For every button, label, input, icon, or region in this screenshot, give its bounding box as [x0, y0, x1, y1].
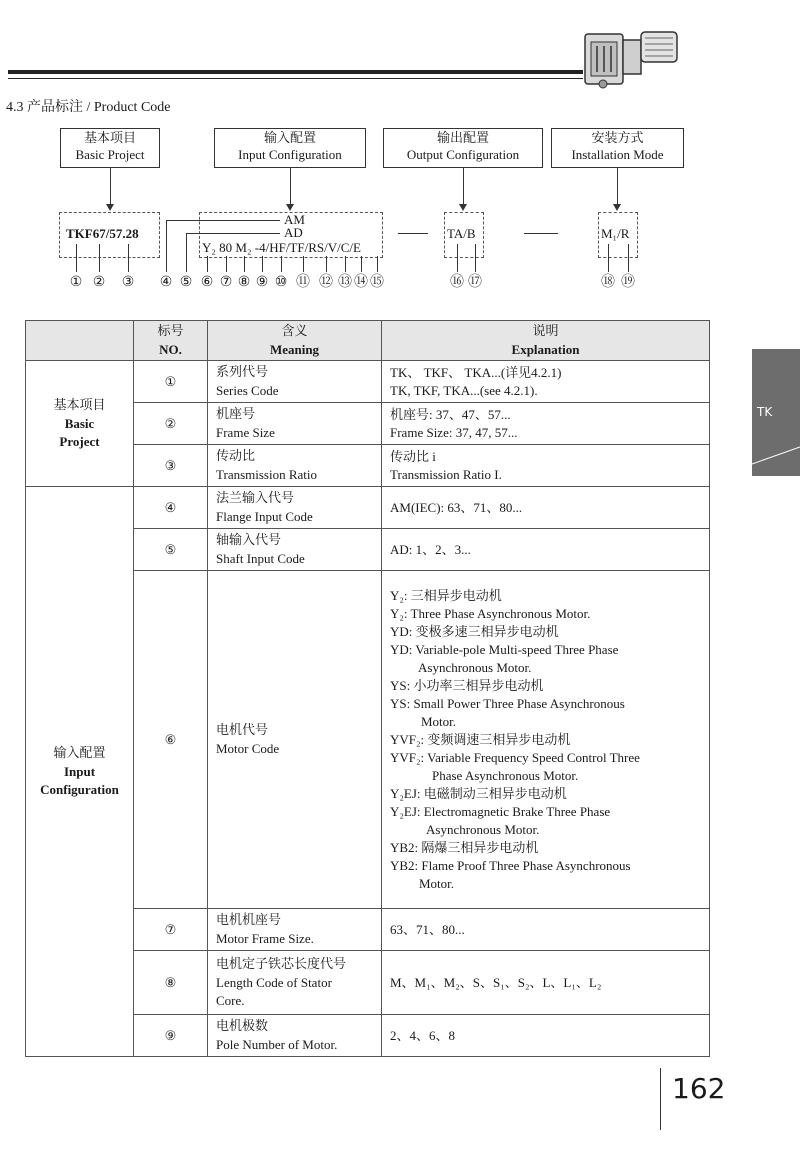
mark-5: ⑤	[179, 275, 193, 290]
output-code-text: TA/B	[447, 226, 476, 241]
row-explanation	[382, 951, 710, 1015]
output-code	[447, 226, 476, 242]
arrow-output	[459, 204, 467, 211]
box-basic-project	[60, 128, 160, 168]
row-meaning	[208, 403, 382, 445]
expl-line: Phase Asynchronous Motor.	[432, 767, 579, 783]
meaning-en: Frame Size	[216, 424, 275, 440]
tick-7	[226, 256, 227, 272]
mark-18: ⑱	[601, 275, 615, 290]
row-explanation	[382, 445, 710, 487]
mark-2: ②	[92, 275, 106, 290]
row-no: ④	[134, 487, 208, 529]
side-tab-stripe	[752, 349, 800, 476]
group-basic-project	[26, 361, 134, 487]
row-meaning	[208, 571, 382, 909]
meaning-cn: 电机定子铁芯长度代号	[216, 956, 347, 972]
expl-line: 2、4、6、8	[390, 1027, 456, 1043]
tick-1	[76, 244, 77, 272]
tick-8	[244, 256, 245, 272]
expl-line: AD: 1、2、3...	[390, 541, 471, 557]
expl-line: YS: Small Power Three Phase Asynchronous	[390, 695, 625, 711]
expl-line: 传动比 i	[390, 448, 436, 464]
meaning-en: Motor Frame Size.	[216, 930, 314, 946]
box-input-configuration-cn: 输入配置	[263, 131, 316, 146]
header-explanation	[382, 321, 710, 361]
tick-2	[99, 244, 100, 272]
mark-12: ⑫	[319, 275, 333, 290]
box-input-configuration-en: Input Configuration	[238, 147, 342, 162]
header-no-cn: 标号	[157, 323, 184, 339]
expl-line: 63、71、80...	[390, 921, 465, 937]
row-meaning	[208, 487, 382, 529]
row-explanation	[382, 909, 710, 951]
expl-line: Y₂EJ: 电磁制动三相异步电动机	[390, 785, 567, 801]
tick-15	[377, 256, 378, 272]
mark-7: ⑦	[219, 275, 233, 290]
header-rule-thick	[8, 70, 583, 74]
mark-17: ⑰	[468, 275, 482, 290]
mark-1: ①	[69, 275, 83, 290]
mark-13: ⑬	[338, 275, 352, 290]
expl-line: Y₂: Three Phase Asynchronous Motor.	[390, 605, 591, 621]
box-installation-mode-cn: 安装方式	[591, 131, 644, 146]
mark-14: ⑭	[354, 275, 368, 290]
row-no: ②	[134, 403, 208, 445]
group-basic-en1: Basic	[64, 415, 95, 431]
expl-line: Y₂EJ: Electromagnetic Brake Three Phase	[390, 803, 611, 819]
row-no: ⑧	[134, 951, 208, 1015]
header-meaning-cn: 含义	[281, 323, 308, 339]
header-meaning-en: Meaning	[269, 341, 320, 357]
side-tab	[752, 349, 800, 476]
header-group	[26, 321, 134, 361]
group-input-en1: Input	[63, 763, 96, 779]
tick-19	[628, 244, 629, 272]
header-expl-en: Explanation	[511, 341, 580, 357]
meaning-en: Flange Input Code	[216, 508, 313, 524]
motor-code-text: Y₂ 80 M₂ -4/HF/TF/RS/V/C/E	[202, 240, 361, 255]
am-line	[206, 220, 280, 221]
expl-line: YD: 变极多速三相异步电动机	[390, 623, 559, 639]
group-input-configuration	[26, 487, 134, 1057]
expl-line: YVF₂: 变频调速三相异步电动机	[390, 731, 571, 747]
expl-line: TK, TKF, TKA...(see 4.2.1).	[390, 382, 538, 398]
row-meaning	[208, 445, 382, 487]
side-tab-label: TK	[757, 405, 773, 419]
row-no: ①	[134, 361, 208, 403]
meaning-cn: 电机极数	[216, 1018, 269, 1034]
am-label-text: AM	[284, 212, 305, 227]
tick-18	[608, 244, 609, 272]
expl-line: YVF₂: Variable Frequency Speed Control Three	[390, 749, 640, 765]
install-code	[601, 226, 629, 242]
leader-am-down	[166, 220, 167, 272]
header-rule-thin	[8, 78, 583, 79]
row-no: ⑦	[134, 909, 208, 951]
arrow-basic	[106, 204, 114, 211]
leader-ad	[186, 233, 206, 234]
box-installation-mode-en: Installation Mode	[571, 147, 664, 162]
section-title-text: 4.3 产品标注 / Product Code	[6, 100, 171, 115]
section-title	[6, 96, 171, 116]
expl-line: AM(IEC): 63、71、80...	[390, 499, 523, 515]
meaning-en: Length Code of Stator	[216, 974, 332, 990]
separator-2	[524, 233, 558, 234]
mark-15: ⑮	[370, 275, 384, 290]
tick-17	[475, 244, 476, 272]
connector-install	[617, 168, 618, 204]
mark-11: ⑪	[296, 275, 310, 290]
row-explanation	[382, 487, 710, 529]
row-no: ⑥	[134, 571, 208, 909]
ad-label	[284, 225, 303, 241]
box-output-configuration	[383, 128, 543, 168]
leader-ad-down	[186, 233, 187, 272]
header-no-en: NO.	[159, 341, 182, 357]
mark-9: ⑨	[255, 275, 269, 290]
row-explanation	[382, 571, 710, 909]
row-no: ③	[134, 445, 208, 487]
expl-line: Y₂: 三相异步电动机	[390, 587, 502, 603]
meaning-en: Pole Number of Motor.	[216, 1036, 338, 1052]
meaning-cn: 系列代号	[216, 364, 269, 380]
tick-9	[262, 256, 263, 272]
ad-label-text: AD	[284, 225, 303, 240]
tick-6	[207, 256, 208, 272]
connector-basic	[110, 168, 111, 204]
page-number-rule	[660, 1068, 661, 1130]
meaning-en-2: Core.	[216, 992, 245, 1008]
tick-14	[361, 256, 362, 272]
box-input-configuration	[214, 128, 366, 168]
meaning-cn: 电机机座号	[216, 912, 282, 928]
table-header-row	[26, 321, 710, 361]
expl-line: TK、 TKF、 TKA...(详见4.2.1)	[390, 364, 562, 380]
header-meaning	[208, 321, 382, 361]
mark-8: ⑧	[237, 275, 251, 290]
group-basic-en2: Project	[59, 433, 100, 449]
tick-3	[128, 244, 129, 272]
row-no: ⑨	[134, 1015, 208, 1057]
mark-3: ③	[121, 275, 135, 290]
tick-16	[457, 244, 458, 272]
box-installation-mode	[551, 128, 684, 168]
expl-line: Motor.	[421, 713, 457, 729]
mark-6: ⑥	[200, 275, 214, 290]
tick-11	[303, 256, 304, 272]
basic-code	[66, 226, 139, 242]
row-explanation	[382, 403, 710, 445]
box-basic-project-cn: 基本项目	[83, 131, 136, 146]
expl-line: Frame Size: 37, 47, 57...	[390, 424, 518, 440]
header-expl-cn: 说明	[532, 323, 559, 339]
mark-16: ⑯	[450, 275, 464, 290]
mark-4: ④	[159, 275, 173, 290]
expl-line: Transmission Ratio I.	[390, 466, 502, 482]
meaning-en: Shaft Input Code	[216, 550, 305, 566]
gearmotor-illustration	[583, 20, 683, 90]
separator-1	[398, 233, 428, 234]
expl-line: Asynchronous Motor.	[426, 821, 540, 837]
install-code-text: M₁/R	[601, 226, 630, 241]
mark-19: ⑲	[621, 275, 635, 290]
row-meaning	[208, 909, 382, 951]
table-row	[26, 361, 710, 403]
row-meaning	[208, 951, 382, 1015]
motor-code	[202, 240, 361, 256]
meaning-en: Motor Code	[216, 740, 280, 756]
row-explanation	[382, 1015, 710, 1057]
page-number	[672, 1072, 725, 1105]
page-number-text: 162	[672, 1072, 726, 1105]
group-input-en2: Configuration	[40, 781, 119, 797]
meaning-cn: 法兰输入代号	[216, 490, 295, 506]
expl-line: YB2: 隔爆三相异步电动机	[390, 839, 539, 855]
meaning-cn: 电机代号	[216, 722, 269, 738]
meaning-cn: 传动比	[216, 448, 256, 464]
mark-10: ⑩	[274, 275, 288, 290]
row-meaning	[208, 361, 382, 403]
tick-10	[281, 256, 282, 272]
row-meaning	[208, 1015, 382, 1057]
row-explanation	[382, 529, 710, 571]
connector-output	[463, 168, 464, 204]
basic-code-text: TKF67/57.28	[66, 226, 139, 241]
table-row	[26, 487, 710, 529]
leader-am	[166, 220, 206, 221]
expl-line: M、M₁、M₂、S、S₁、S₂、L、L₁、L₂	[390, 974, 602, 990]
box-output-configuration-en: Output Configuration	[406, 147, 520, 162]
row-no: ⑤	[134, 529, 208, 571]
arrow-input	[286, 204, 294, 211]
group-input-cn: 输入配置	[53, 745, 106, 761]
row-explanation	[382, 361, 710, 403]
meaning-en: Series Code	[216, 382, 279, 398]
ad-line	[206, 233, 280, 234]
expl-line: YS: 小功率三相异步电动机	[390, 677, 544, 693]
expl-line: Asynchronous Motor.	[418, 659, 532, 675]
arrow-install	[613, 204, 621, 211]
expl-line: YB2: Flame Proof Three Phase Asynchronous	[390, 857, 631, 873]
box-output-configuration-cn: 输出配置	[436, 131, 489, 146]
expl-line: YD: Variable-pole Multi-speed Three Phase	[390, 641, 619, 657]
meaning-cn: 机座号	[216, 406, 256, 422]
header-no	[134, 321, 208, 361]
expl-line: 机座号: 37、47、57...	[390, 406, 511, 422]
group-basic-cn: 基本项目	[53, 397, 106, 413]
tick-12	[326, 256, 327, 272]
connector-input	[290, 168, 291, 204]
meaning-cn: 轴输入代号	[216, 532, 282, 548]
box-basic-project-en: Basic Project	[75, 147, 145, 162]
tick-13	[345, 256, 346, 272]
meaning-en: Transmission Ratio	[216, 466, 318, 482]
row-meaning	[208, 529, 382, 571]
expl-line: Motor.	[419, 875, 455, 891]
product-code-table	[25, 320, 710, 1057]
